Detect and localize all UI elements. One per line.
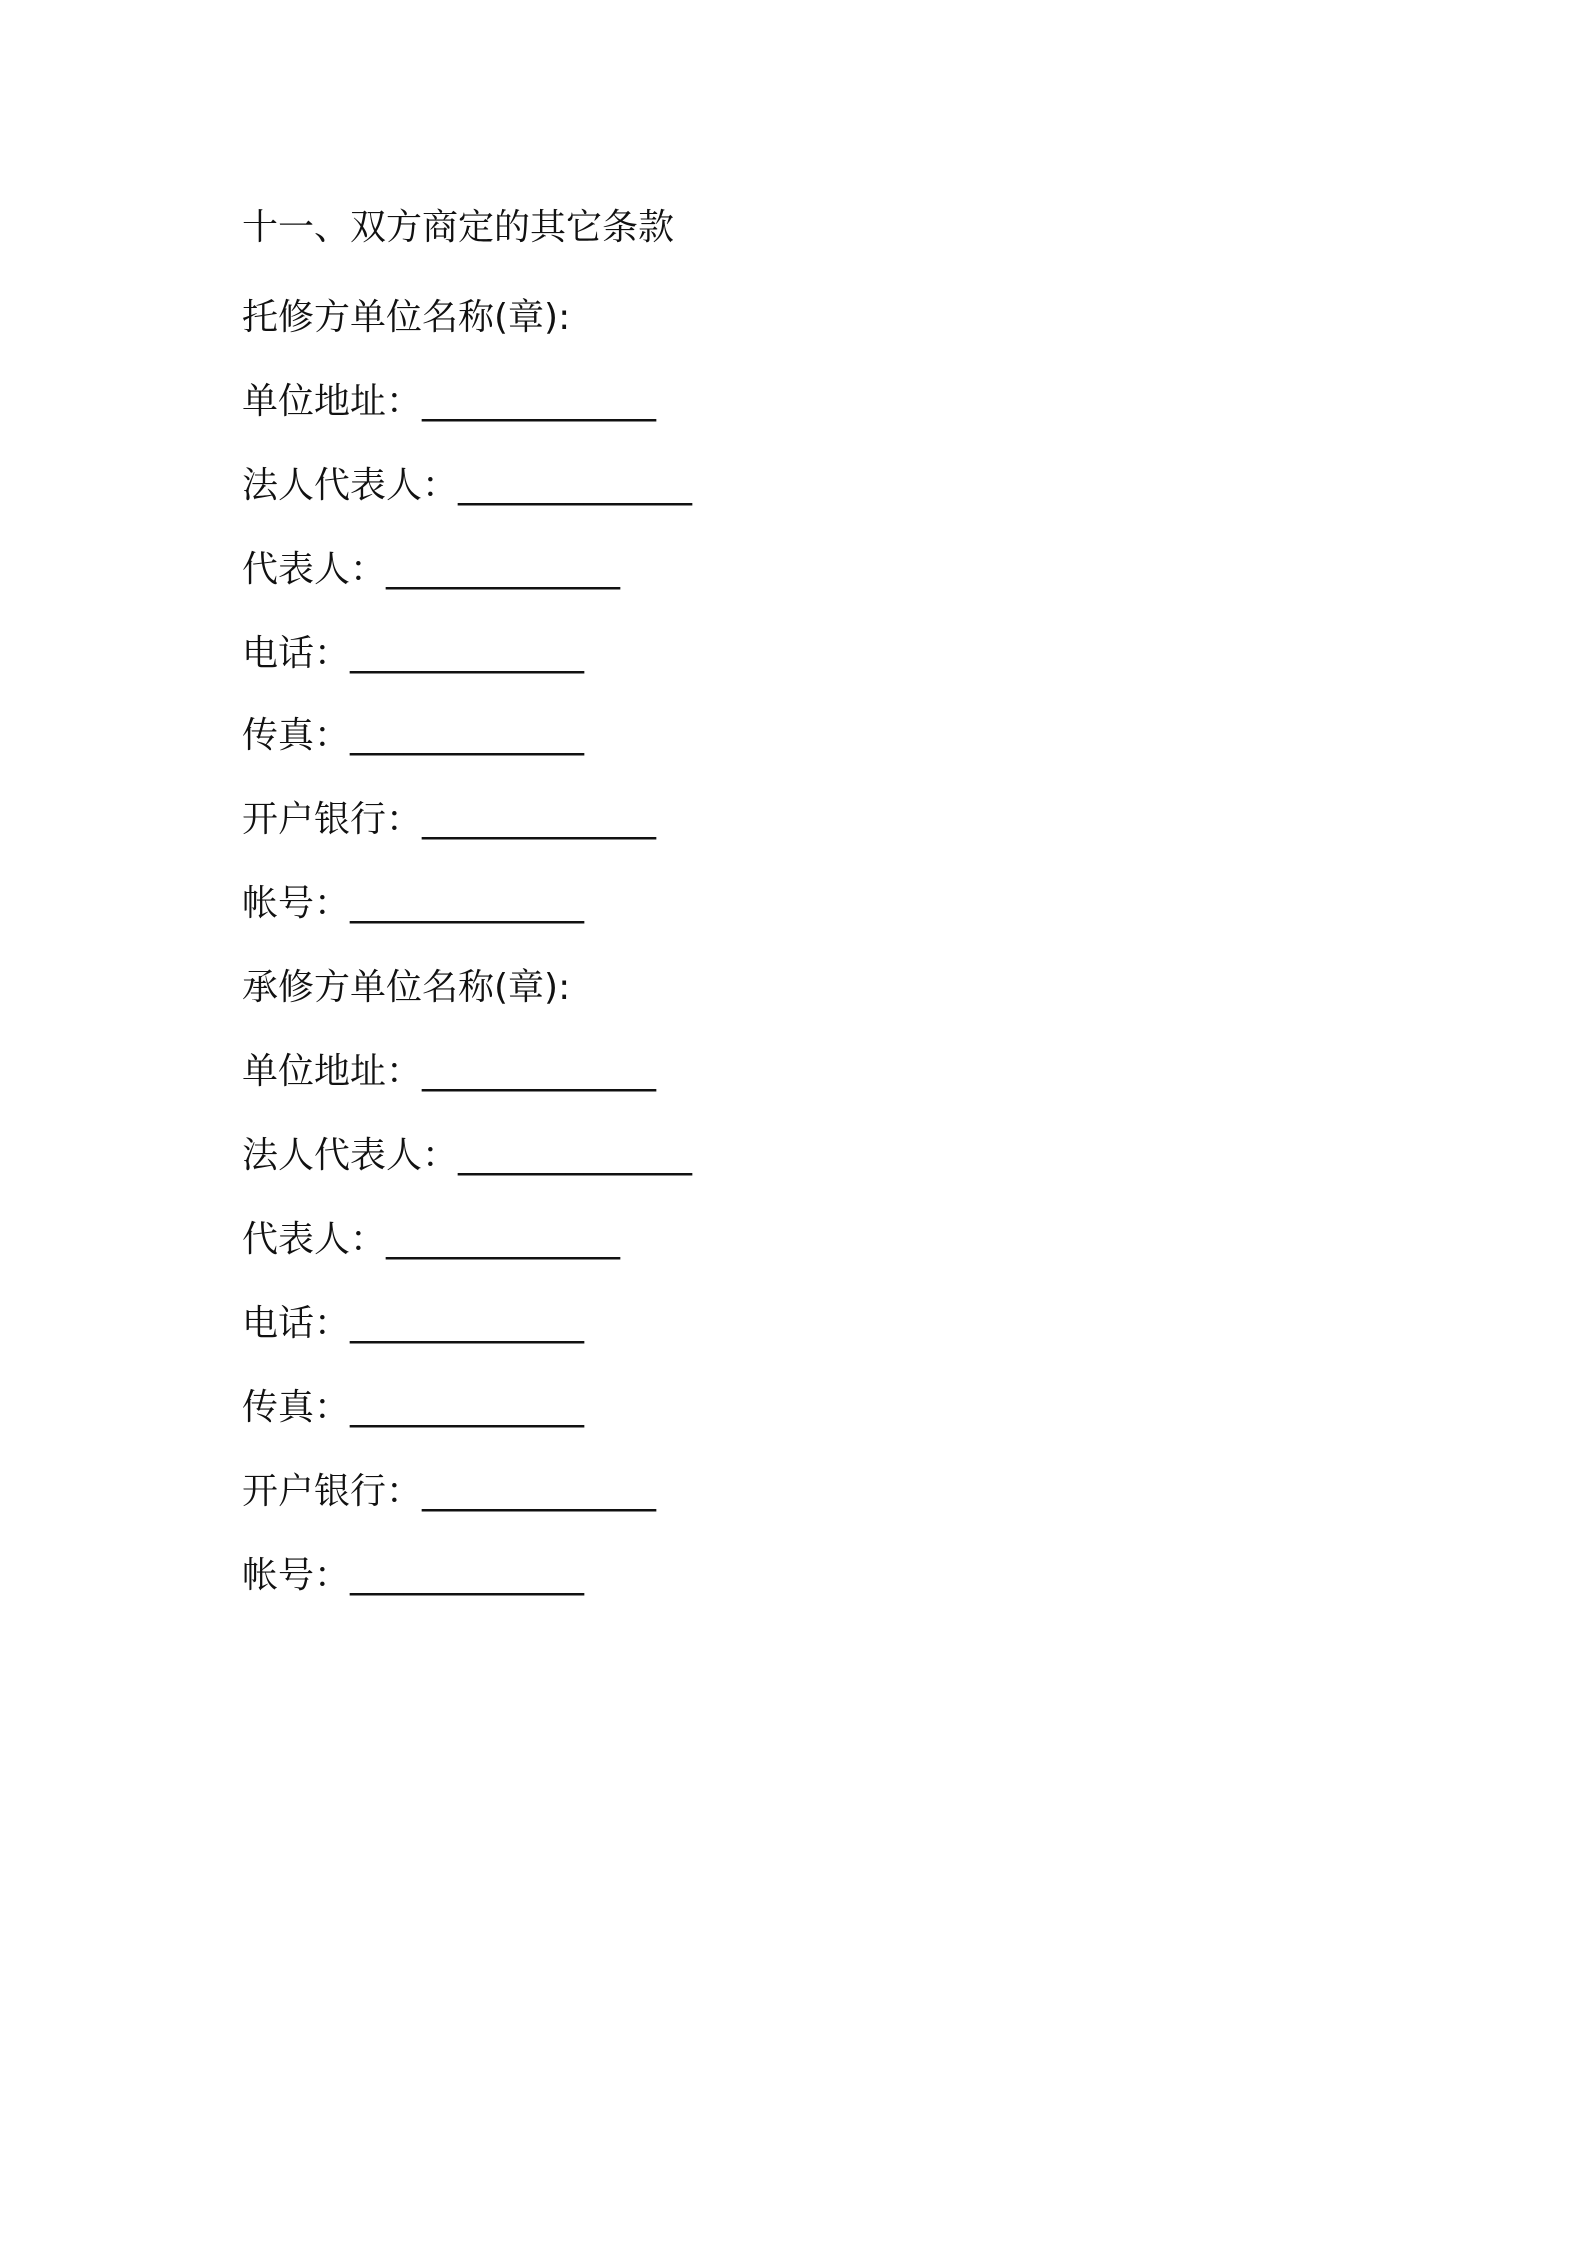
client-bank-field: 开户银行：_____________ <box>242 799 657 840</box>
client-representative-field: 代表人：_____________ <box>242 549 621 590</box>
contractor-bank-field: 开户银行：_____________ <box>242 1471 657 1512</box>
contractor-phone-field: 电话：_____________ <box>242 1303 585 1344</box>
section-heading: 十一、双方商定的其它条款 <box>242 207 675 248</box>
contractor-fax-field: 传真：_____________ <box>242 1387 585 1428</box>
client-fax-field: 传真：_____________ <box>242 715 585 756</box>
client-address-field: 单位地址：_____________ <box>242 381 657 422</box>
contractor-legal-rep-field: 法人代表人：_____________ <box>242 1135 693 1176</box>
contractor-account-field: 帐号：_____________ <box>242 1555 585 1596</box>
client-account-field: 帐号：_____________ <box>242 883 585 924</box>
client-unit-name-label: 托修方单位名称(章): <box>242 297 571 338</box>
contractor-unit-name-label: 承修方单位名称(章): <box>242 967 571 1008</box>
client-legal-rep-field: 法人代表人：_____________ <box>242 465 693 506</box>
contractor-address-field: 单位地址：_____________ <box>242 1051 657 1092</box>
contractor-representative-field: 代表人：_____________ <box>242 1219 621 1260</box>
client-phone-field: 电话：_____________ <box>242 633 585 674</box>
